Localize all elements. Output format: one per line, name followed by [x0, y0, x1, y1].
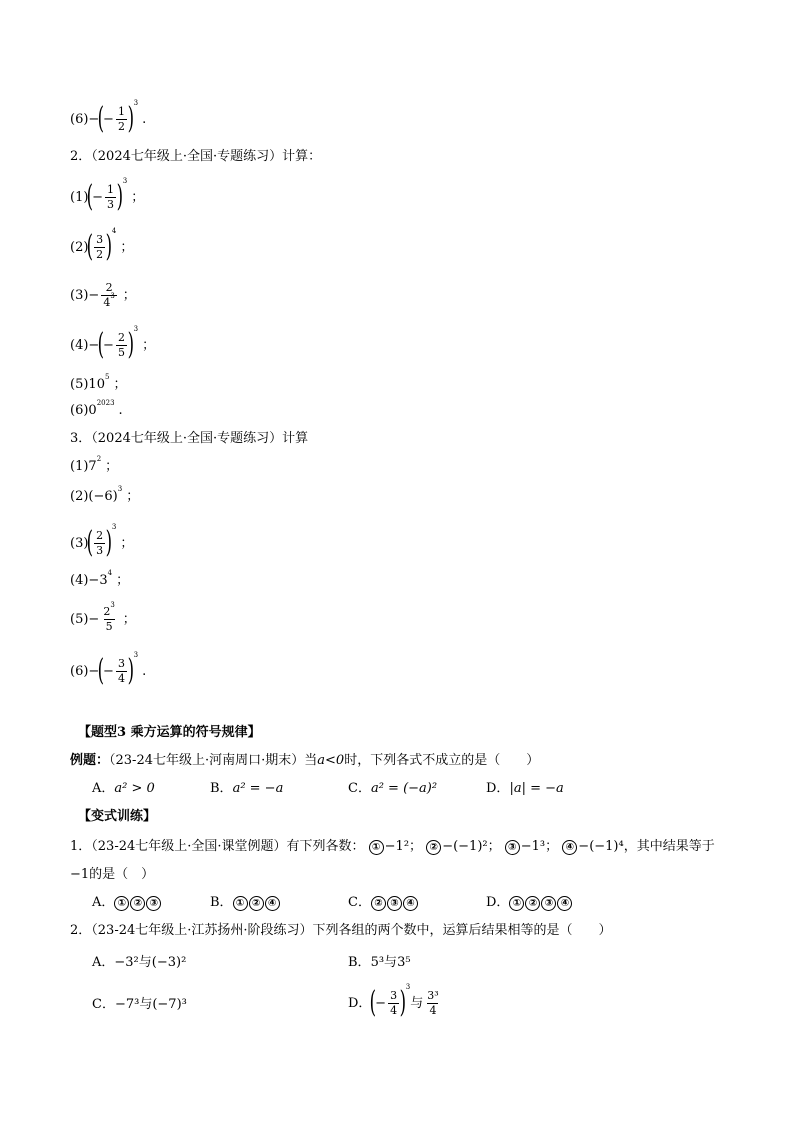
option-left: 5³	[370, 955, 385, 970]
example-option-a[interactable]	[92, 782, 155, 795]
example-label: 例题：	[70, 753, 110, 768]
example-option-c[interactable]	[348, 782, 437, 795]
fraction	[94, 234, 105, 260]
option-letter: B．	[210, 895, 233, 910]
exponent: 5	[104, 373, 110, 381]
numerator: 1	[117, 104, 125, 118]
exponent: 3	[110, 601, 115, 609]
base: 0	[88, 403, 97, 418]
example-option-d[interactable]	[486, 782, 564, 795]
fraction	[116, 658, 127, 684]
exponent: 2023	[96, 399, 115, 407]
item-label: (3)	[70, 535, 89, 551]
variant-q1-line1	[70, 840, 715, 855]
end-mark: .	[118, 403, 123, 418]
right-paren: )	[127, 653, 135, 688]
fraction	[94, 530, 105, 556]
left-paren: (	[87, 525, 94, 560]
right-paren: )	[105, 525, 113, 560]
circled-number: ④	[403, 896, 418, 911]
option-letter: C．	[348, 895, 371, 910]
exponent: 3	[111, 522, 117, 531]
exponent: 4	[111, 226, 117, 235]
conjunction: 与	[138, 955, 152, 970]
numerator: 3³	[427, 988, 439, 1002]
q2-item-3	[70, 282, 136, 308]
circled-number: ③	[505, 840, 520, 855]
right-paren: )	[127, 327, 135, 362]
item-label: (1)	[70, 459, 89, 474]
right-paren: )	[127, 101, 135, 136]
numerator-base: 2	[103, 605, 111, 618]
minus-sign: −	[88, 663, 100, 679]
numerator: 2	[105, 281, 113, 294]
denominator: 4	[117, 671, 125, 685]
conjunction: 与	[139, 997, 153, 1012]
item-label: (2)	[70, 239, 89, 255]
separator: ；	[409, 839, 423, 854]
fraction	[116, 106, 127, 132]
condition: a<0	[317, 753, 345, 768]
fraction	[101, 282, 116, 308]
q2-item-2	[70, 226, 134, 264]
end-mark: ；	[120, 239, 134, 255]
item-label: (2)	[70, 489, 89, 504]
option-right: 3⁵	[397, 955, 411, 970]
end-mark: ；	[120, 535, 134, 551]
option-expr: a² > 0	[114, 781, 155, 796]
option-letter: B．	[348, 955, 371, 970]
right-paren: )	[116, 179, 124, 214]
exponent: 2	[96, 455, 102, 463]
option-expr: a² = −a	[232, 781, 284, 796]
minus-sign: −	[103, 663, 114, 679]
circled-number: ②	[130, 896, 145, 911]
circled-number: ②	[525, 896, 540, 911]
q2-item-6	[70, 399, 123, 418]
q2-item-4	[70, 324, 156, 362]
denominator: 5	[105, 619, 113, 633]
minus-sign: −	[88, 611, 100, 627]
numerator: 1	[107, 182, 115, 196]
numerator: 2	[117, 330, 125, 344]
base: 10	[88, 377, 105, 392]
exponent: 4	[107, 569, 113, 577]
variant-q2-text: 2．（23-24七年级上·江苏扬州·阶段练习）下列各组的两个数中，运算后结果相等的是（ ）	[70, 923, 612, 938]
circled-number: ④	[557, 896, 572, 911]
question-text: 其中结果等于	[636, 839, 715, 854]
section-title-variant: 【变式训练】	[78, 809, 157, 824]
option-letter: C．	[348, 781, 371, 796]
item-label: (3)	[70, 287, 89, 303]
conjunction: 与	[384, 955, 398, 970]
exponent: 3	[117, 485, 123, 493]
minus-sign: −	[92, 189, 104, 205]
option-right: (−3)²	[151, 955, 187, 970]
denominator: 2	[117, 119, 125, 133]
numerator: 3	[390, 988, 398, 1002]
q3-item-2	[70, 485, 140, 504]
exponent: 3	[133, 324, 139, 333]
minus-sign: −	[103, 111, 114, 127]
fraction	[425, 990, 440, 1016]
number-expr: −1²	[384, 839, 410, 854]
option-expr: a² = (−a)²	[370, 781, 438, 796]
number-expr: −1³	[520, 839, 546, 854]
circled-number: ①	[114, 896, 129, 911]
exponent: 3	[110, 291, 115, 300]
circled-number: ②	[371, 896, 386, 911]
option-letter: A．	[92, 955, 115, 970]
denominator: 2	[96, 247, 104, 261]
q3-item-1	[70, 455, 119, 474]
denominator: 4	[390, 1003, 398, 1017]
numerator: 3	[117, 656, 125, 670]
fraction	[116, 332, 127, 358]
variant-q2-option-c[interactable]	[92, 998, 187, 1011]
end-mark: ；	[105, 459, 119, 474]
number-expr: −(−1)²	[442, 839, 488, 854]
left-paren: (	[370, 985, 377, 1020]
end-mark: ；	[113, 377, 127, 392]
item-label: (4)	[70, 573, 89, 588]
fraction	[101, 601, 116, 633]
exponent: 3	[133, 650, 139, 659]
fraction	[388, 990, 399, 1016]
separator: ；	[487, 839, 501, 854]
end-mark: ；	[142, 337, 156, 353]
denominator-base: 4	[103, 295, 111, 309]
variant-q1-option-b[interactable]	[210, 896, 281, 911]
question-text: 1．（23-24七年级上·全国·课堂例题）有下列各数：	[70, 839, 365, 854]
fraction	[105, 184, 116, 210]
minus-sign: −	[103, 337, 114, 353]
conjunction: 与	[410, 995, 424, 1011]
item-label: (4)	[70, 337, 89, 353]
circled-number: ③	[387, 896, 402, 911]
circled-number: ②	[249, 896, 264, 911]
option-letter: D．	[348, 995, 372, 1011]
option-right: (−7)³	[152, 997, 187, 1012]
circled-number: ④	[265, 896, 280, 911]
option-letter: A．	[92, 781, 115, 796]
right-paren: )	[105, 229, 113, 264]
item-label: (1)	[70, 189, 89, 205]
left-paren: (	[87, 179, 94, 214]
end-mark: .	[142, 663, 147, 679]
circled-number: ①	[233, 896, 248, 911]
option-letter: D．	[486, 895, 510, 910]
exponent: 3	[405, 982, 411, 991]
q2-header: 2．（2024七年级上·全国·专题练习）计算：	[70, 149, 322, 164]
end-mark: .	[142, 111, 147, 127]
circled-number: ②	[426, 840, 441, 855]
example-line	[70, 754, 539, 767]
circled-number: ①	[509, 896, 524, 911]
section-title-type3: 【题型3 乘方运算的符号规律】	[78, 725, 261, 740]
numerator: 2	[96, 528, 104, 542]
item-label: (5)	[70, 611, 89, 627]
minus-sign: −	[88, 111, 100, 127]
q3-item-3	[70, 522, 134, 560]
denominator	[101, 291, 116, 309]
item-label: (6)	[70, 111, 89, 127]
minus-sign: −	[375, 995, 387, 1011]
separator: ，	[623, 839, 637, 854]
denominator: 3	[96, 543, 104, 557]
circled-number: ③	[541, 896, 556, 911]
variant-q2-option-d[interactable]	[348, 982, 443, 1020]
option-letter: C．	[92, 997, 115, 1012]
exponent: 3	[133, 98, 139, 107]
circled-number: ④	[562, 840, 577, 855]
denominator: 4	[429, 1003, 437, 1017]
option-expr: |a| = −a	[509, 781, 564, 796]
option-letter: D．	[486, 781, 510, 796]
q2-item-5	[70, 373, 127, 392]
separator: ；	[545, 839, 559, 854]
option-letter: A．	[92, 895, 115, 910]
exponent: 3	[122, 176, 128, 185]
right-paren: )	[399, 985, 407, 1020]
option-left: −3²	[114, 955, 139, 970]
item-label: (6)	[70, 403, 89, 418]
q3-header: 3．（2024七年级上·全国·专题练习）计算	[70, 431, 309, 446]
base: (−6)	[88, 489, 118, 504]
denominator: 3	[107, 197, 115, 211]
variant-q1-option-d[interactable]	[486, 896, 573, 911]
left-paren: (	[97, 101, 105, 136]
example-source: （23-24七年级上·河南周口·期末）当	[109, 753, 318, 768]
variant-q1-option-a[interactable]	[92, 896, 162, 911]
minus-sign: −	[88, 337, 100, 353]
item-label: (5)	[70, 377, 89, 392]
left-paren: (	[87, 229, 94, 264]
numerator	[101, 601, 116, 619]
item-label: (6)	[70, 663, 89, 679]
base: −3	[88, 573, 108, 588]
q3-item-6	[70, 650, 147, 688]
end-mark: ；	[131, 189, 145, 205]
variant-q2-option-a[interactable]	[92, 956, 186, 969]
minus-sign: −	[88, 287, 100, 303]
numerator: 3	[96, 232, 104, 246]
example-question: 时，下列各式不成立的是（ ）	[344, 753, 540, 768]
end-mark: ；	[122, 611, 136, 627]
left-paren: (	[97, 327, 105, 362]
example-option-b[interactable]	[210, 782, 283, 795]
denominator: 5	[117, 345, 125, 359]
end-mark: ；	[126, 489, 140, 504]
number-expr: −(−1)⁴	[578, 839, 624, 854]
option-left: −7³	[114, 997, 140, 1012]
base: 7	[88, 459, 97, 474]
q1-item-6	[70, 98, 147, 136]
left-paren: (	[97, 653, 105, 688]
circled-number: ①	[369, 840, 384, 855]
q2-item-1	[70, 176, 145, 214]
circled-number: ③	[146, 896, 161, 911]
variant-q1-line2: −1的是（ ）	[70, 867, 155, 882]
end-mark: ；	[116, 573, 130, 588]
variant-q2-option-b[interactable]	[348, 956, 411, 969]
q3-item-5	[70, 601, 136, 633]
end-mark: ；	[122, 287, 136, 303]
option-letter: B．	[210, 781, 233, 796]
q3-item-4	[70, 569, 130, 588]
variant-q1-option-c[interactable]	[348, 896, 419, 911]
